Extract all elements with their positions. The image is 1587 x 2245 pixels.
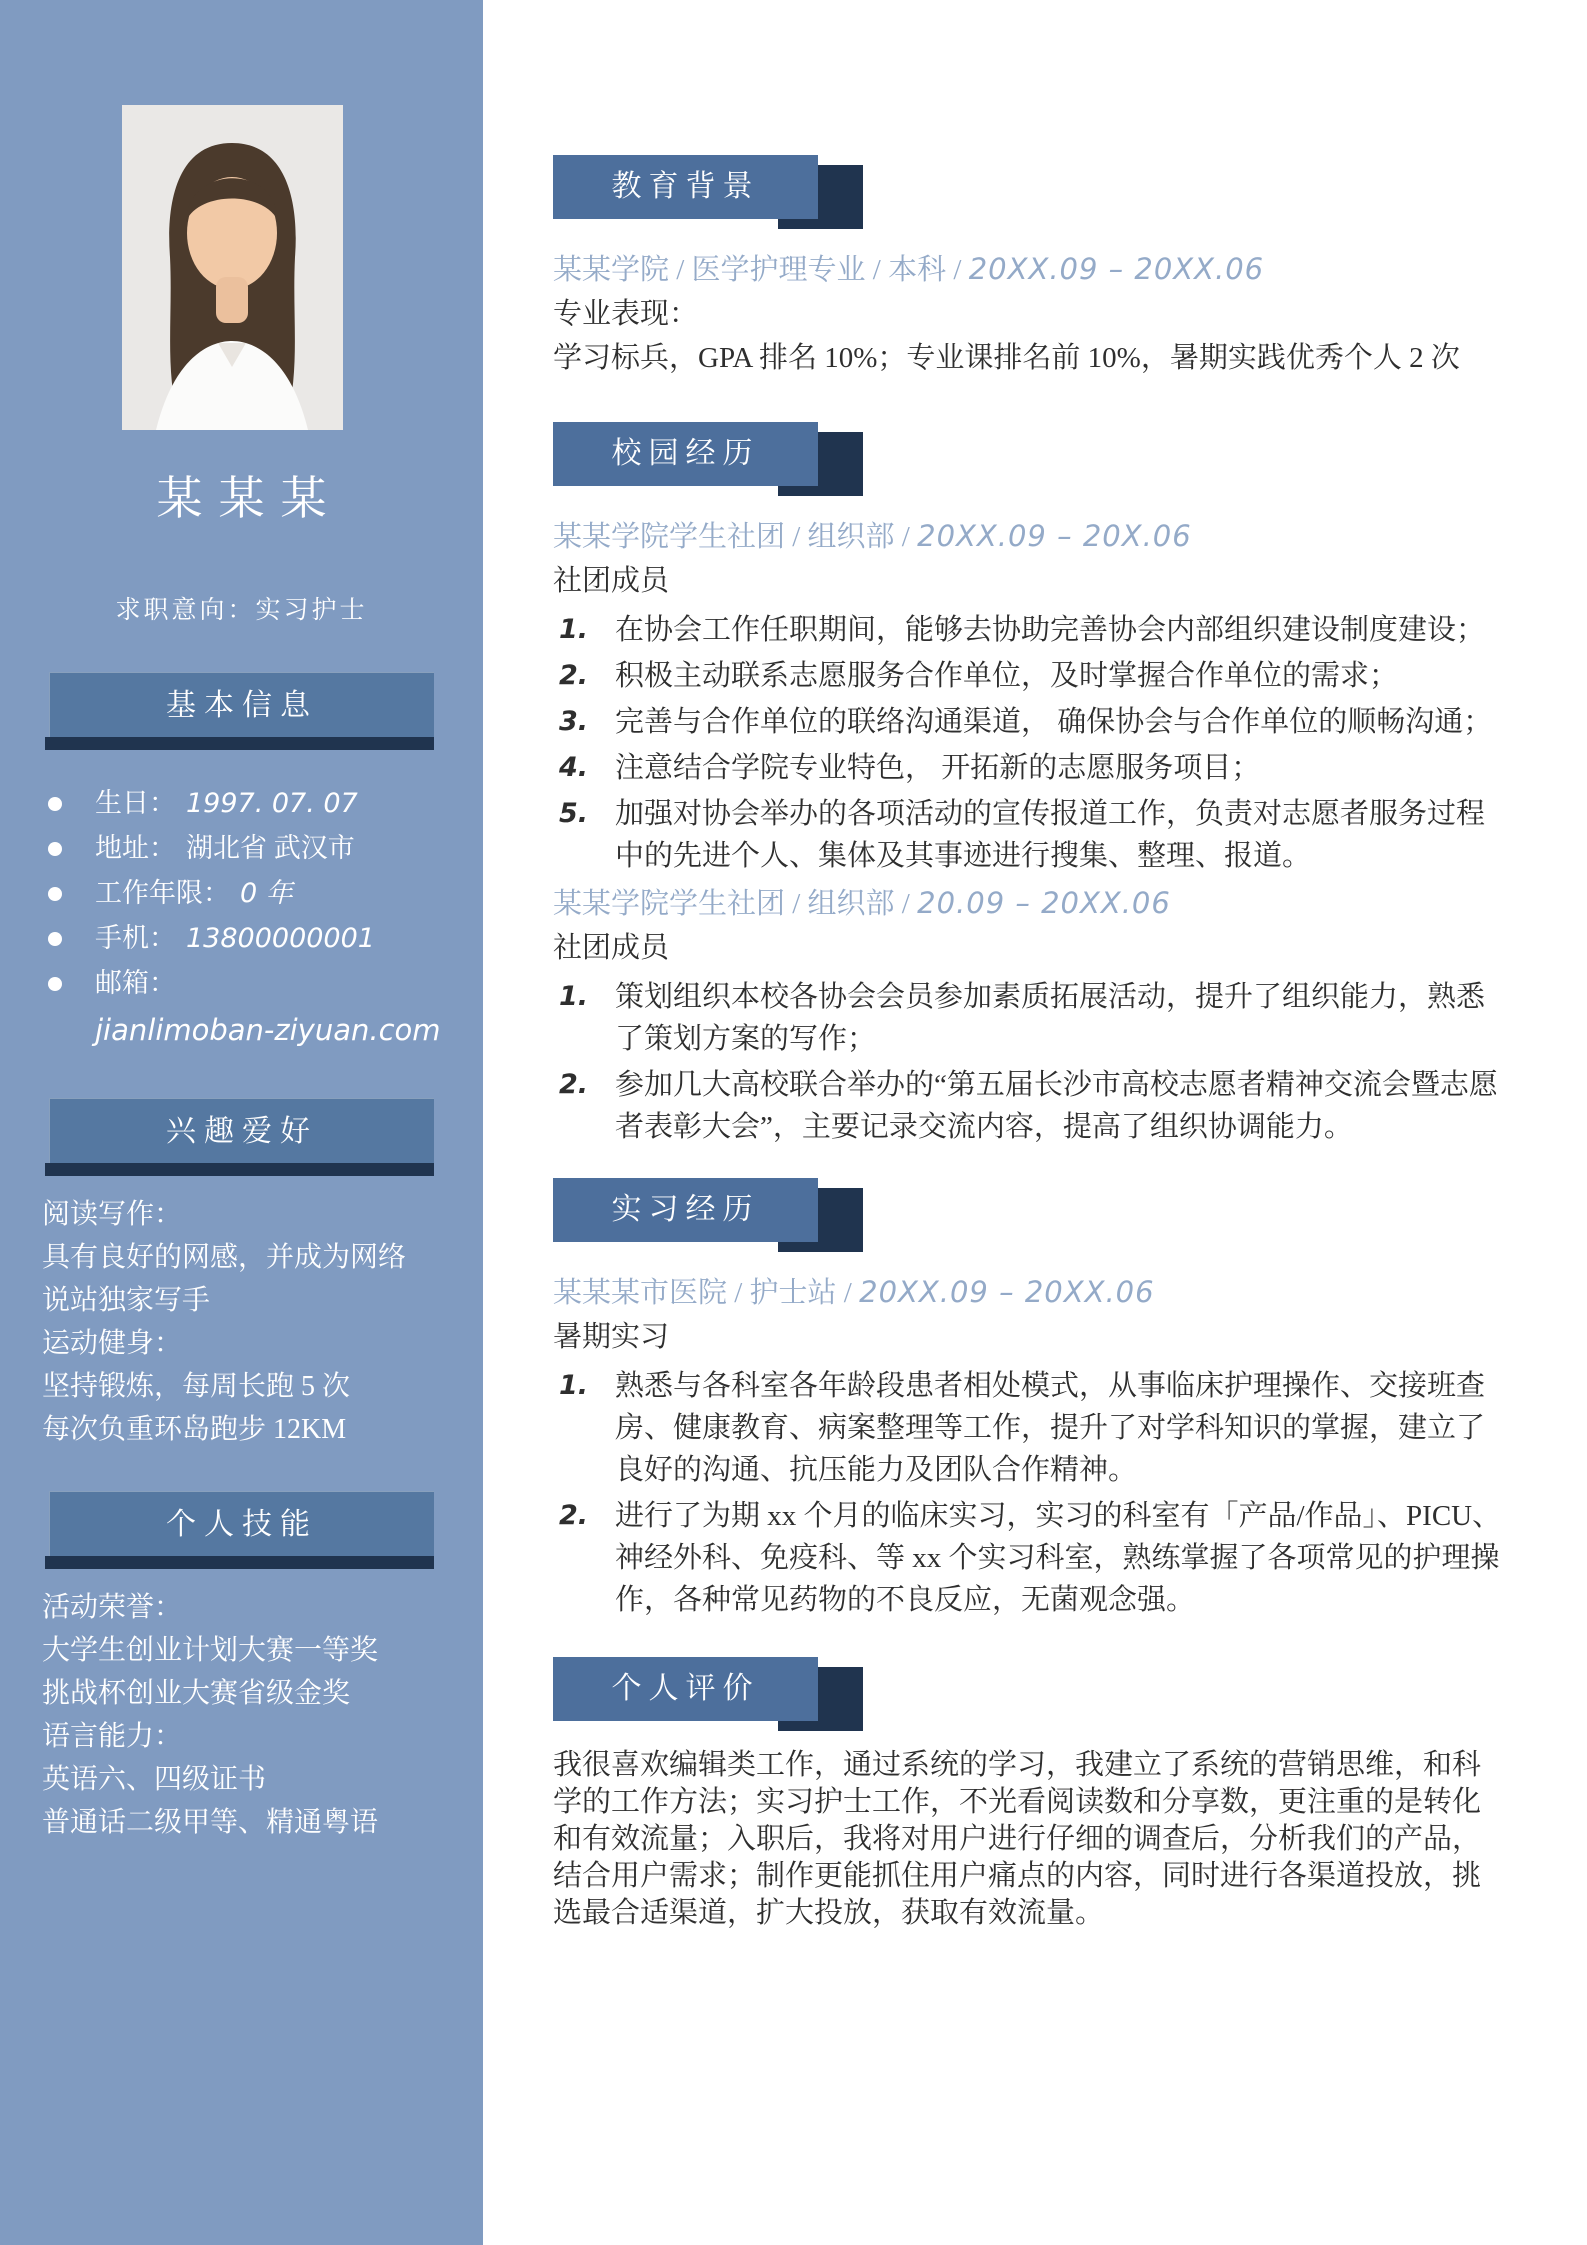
campus-role: 社团成员 (553, 565, 670, 597)
section-campus (553, 422, 1503, 1148)
job-intention: 求职意向：实习护士 (115, 597, 368, 624)
sidebar-section-interests-header (49, 1098, 434, 1163)
education-org: 某某学院 / 医学护理专业 / 本科 / (553, 254, 962, 286)
interests-title: 兴趣爱好 (49, 1098, 434, 1163)
campus-date: 20.09 – 20XX.06 (917, 886, 1171, 920)
info-label: 手机： (95, 923, 176, 953)
section-evaluation (553, 1657, 1503, 1932)
info-value: 0 年 (240, 878, 293, 909)
list-item: 注意结合学院专业特色， 开拓新的志愿服务项目； (615, 752, 1261, 784)
list-item-birthday (48, 781, 483, 826)
education-header (553, 155, 818, 219)
info-value: 1997. 07. 07 (186, 788, 358, 819)
skills-line: 英语六、四级证书 (42, 1764, 267, 1795)
internship-subtitle (553, 1270, 1503, 1315)
evaluation-header (553, 1657, 818, 1721)
main-content (483, 0, 1587, 2245)
education-title: 教育背景 (553, 155, 818, 219)
campus-role: 社团成员 (553, 932, 670, 964)
list-item-phone (48, 916, 483, 961)
list-item: 完善与合作单位的联络沟通渠道， 确保协会与合作单位的顺畅沟通； (615, 706, 1493, 738)
candidate-name: 某某某 (156, 473, 343, 524)
internship-duty-list (553, 1365, 1503, 1621)
info-value: 13800000001 (186, 923, 375, 954)
list-item: 加强对协会举办的各项活动的宣传报道工作，负责对志愿者服务过程中的先进个人、集体及其事迹进行搜集、整理、报道。 (615, 798, 1486, 872)
basic-info-title: 基本信息 (49, 672, 434, 737)
list-item: 熟悉与各科室各年龄段患者相处模式，从事临床护理操作、交接班查房、健康教育、病案整理等工作，提升了对学科知识的掌握，建立了良好的沟通、抗压能力及团队合作精神。 (615, 1370, 1486, 1486)
evaluation-paragraph: 我很喜欢编辑类工作，通过系统的学习，我建立了系统的营销思维，和科学的工作方法；实习护士工作，不光看阅读数和分享数，更注重的是转化和有效流量；入职后，我将对用户进行仔细的调查后，分析我们的产品，结合用户需求；制作更能抓住用户痛点的内容，同时进行各渠道投放，挑选最合适渠道，扩大投放，获取有效流量。 (553, 1749, 1482, 1929)
list-item: 积极主动联系志愿服务合作单位，及时掌握合作单位的需求； (615, 660, 1399, 692)
sidebar (0, 0, 483, 2245)
profile-photo (122, 105, 343, 430)
list-item: 策划组织本校各协会会员参加素质拓展活动，提升了组织能力，熟悉了策划方案的写作； (615, 981, 1486, 1055)
interests-line: 坚持锻炼，每周长跑 5 次 (42, 1371, 351, 1402)
list-item: 进行了为期 xx 个月的临床实习，实习的科室有「产品/作品」、PICU、神经外科、免疫科、等 xx 个实习科室，熟练掌握了各项常见的护理操作，各种常见药物的不良反应，无菌观念强。 (615, 1500, 1502, 1616)
interests-text (42, 1193, 463, 1451)
list-item-email (48, 961, 483, 1006)
sidebar-section-skills-header (49, 1491, 434, 1556)
skills-line: 活动荣誉： (42, 1592, 183, 1623)
info-label: 工作年限： (95, 878, 230, 908)
campus-header (553, 422, 818, 486)
education-label: 专业表现： (553, 298, 699, 330)
campus-title: 校园经历 (553, 422, 818, 486)
skills-line: 挑战杯创业大赛省级金奖 (42, 1678, 351, 1709)
bullet-icon (48, 842, 62, 856)
education-subtitle (553, 247, 1503, 292)
header-shadow-bar (45, 1163, 434, 1176)
internship-title: 实习经历 (553, 1178, 818, 1242)
interests-line: 阅读写作： (42, 1199, 183, 1230)
internship-date: 20XX.09 – 20XX.06 (859, 1275, 1155, 1309)
list-item-address (48, 826, 483, 871)
internship-role: 暑期实习 (553, 1321, 670, 1353)
skills-title: 个人技能 (49, 1491, 434, 1556)
email-value: jianlimoban-ziyuan.com (95, 1013, 441, 1047)
section-internship (553, 1178, 1503, 1621)
sidebar-section-basic-info-header (49, 672, 434, 737)
education-date: 20XX.09 – 20XX.06 (968, 252, 1265, 286)
internship-org: 某某某市医院 / 护士站 / (553, 1277, 852, 1309)
interests-line: 运动健身： (42, 1328, 183, 1359)
campus-date: 20XX.09 – 20X.06 (917, 519, 1192, 553)
info-label: 生日： (95, 788, 176, 818)
education-detail: 学习标兵，GPA 排名 10%；专业课排名前 10%，暑期实践优秀个人 2 次 (553, 342, 1460, 374)
evaluation-title: 个人评价 (553, 1657, 818, 1721)
bullet-icon (48, 932, 62, 946)
campus-entry-subtitle (553, 881, 1503, 926)
list-item: 参加几大高校联合举办的“第五届长沙市高校志愿者精神交流会暨志愿者表彰大会”，主要记录交流内容，提高了组织协调能力。 (615, 1069, 1498, 1143)
info-value: 湖北省 武汉市 (186, 833, 355, 863)
campus-entry-subtitle (553, 514, 1503, 559)
bullet-icon (48, 887, 62, 901)
campus-duty-list (553, 609, 1503, 877)
section-education (553, 155, 1503, 380)
header-shadow-bar (45, 1556, 434, 1569)
basic-info-list (48, 781, 483, 1006)
header-shadow-bar (45, 737, 434, 750)
info-label: 邮箱： (95, 968, 176, 998)
campus-org: 某某学院学生社团 / 组织部 / (553, 521, 910, 553)
interests-line: 每次负重环岛跑步 12KM (42, 1414, 347, 1445)
info-label: 地址： (95, 833, 176, 863)
skills-line: 普通话二级甲等、精通粤语 (42, 1807, 379, 1838)
interests-line: 说站独家写手 (42, 1285, 211, 1316)
bullet-icon (48, 977, 62, 991)
skills-line: 语言能力： (42, 1721, 183, 1752)
campus-duty-list (553, 976, 1503, 1148)
bullet-icon (48, 797, 62, 811)
list-item: 在协会工作任职期间，能够去协助完善协会内部组织建设制度建设； (615, 614, 1486, 646)
list-item-work-years (48, 871, 483, 916)
skills-line: 大学生创业计划大赛一等奖 (42, 1635, 379, 1666)
internship-header (553, 1178, 818, 1242)
campus-org: 某某学院学生社团 / 组织部 / (553, 888, 910, 920)
skills-text (42, 1586, 463, 1844)
interests-line: 具有良好的网感，并成为网络 (42, 1242, 407, 1273)
